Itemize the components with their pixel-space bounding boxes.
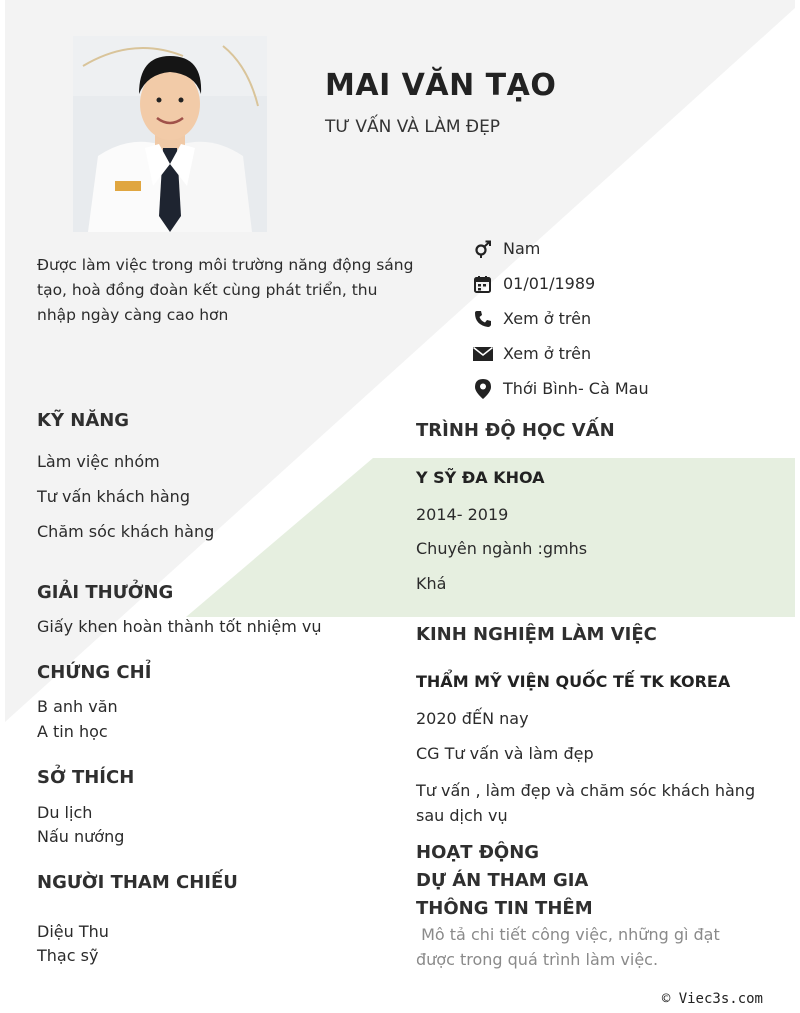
gender-value: Nam [503,239,541,258]
contact-phone [472,301,649,336]
extra-info-placeholder[interactable]: Mô tả chi tiết công việc, những gì đạt được trong quá trình làm việc. [416,925,725,969]
calendar-icon [472,273,494,295]
experience-description: Tư vấn , làm đẹp và chăm sóc khách hàng sau dịch vụ [416,781,756,825]
location-pin-icon [472,378,494,400]
experience-company: THẨM MỸ VIỆN QUỐC TẾ TK KOREA [416,672,731,691]
job-title: TƯ VẤN VÀ LÀM ĐẸP [325,117,501,137]
contact-gender [472,231,649,266]
contact-dob [472,266,649,301]
education-heading: TRÌNH ĐỘ HỌC VẤN [416,420,615,441]
activities-heading: HOẠT ĐỘNG [416,842,540,863]
phone-icon [472,308,494,330]
certificates-heading: CHỨNG CHỈ [37,662,152,683]
contact-address [472,371,649,406]
reference-item: Thạc sỹ [37,946,99,965]
education-period: 2014- 2019 [416,505,509,524]
contact-email [472,336,649,371]
skill-item: Chăm sóc khách hàng [37,522,215,541]
hobby-item: Nấu nướng [37,827,125,846]
gender-icon [472,238,494,260]
contact-list [472,231,649,406]
hobbies-heading: SỞ THÍCH [37,767,135,788]
education-school: Y SỸ ĐA KHOA [416,468,545,487]
education-grade: Khá [416,574,447,593]
experience-period: 2020 đẾN nay [416,709,529,728]
profile-photo [73,36,267,232]
address-value: Thới Bình- Cà Mau [503,379,649,398]
skill-item: Làm việc nhóm [37,452,160,471]
education-major: Chuyên ngành :gmhs [416,539,588,558]
awards-heading: GIẢI THƯỞNG [37,582,174,603]
references-heading: NGƯỜI THAM CHIẾU [37,872,238,893]
reference-item: Diệu Thu [37,922,109,941]
projects-heading: DỰ ÁN THAM GIA [416,870,589,891]
experience-position: CG Tư vấn và làm đẹp [416,744,594,763]
dob-value: 01/01/1989 [503,274,596,293]
candidate-name: MAI VĂN TẠO [325,68,557,103]
hobby-item: Du lịch [37,803,93,822]
phone-value[interactable]: Xem ở trên [503,309,592,328]
career-objective: Được làm việc trong môi trường năng động sáng tạo, hoà đồng đoàn kết cùng phát triển, thu nhập ngày càng cao hơn [37,256,414,324]
award-item: Giấy khen hoàn thành tốt nhiệm vụ [37,617,322,636]
experience-heading: KINH NGHIỆM LÀM VIỆC [416,624,657,645]
email-value[interactable]: Xem ở trên [503,344,592,363]
certificate-item: B anh văn [37,697,118,716]
skill-item: Tư vấn khách hàng [37,487,190,506]
envelope-icon [472,343,494,365]
extra-info-heading: THÔNG TIN THÊM [416,898,593,919]
certificate-item: A tin học [37,722,108,741]
watermark: © Viec3s.com [661,991,763,1007]
skills-heading: KỸ NĂNG [37,410,130,431]
